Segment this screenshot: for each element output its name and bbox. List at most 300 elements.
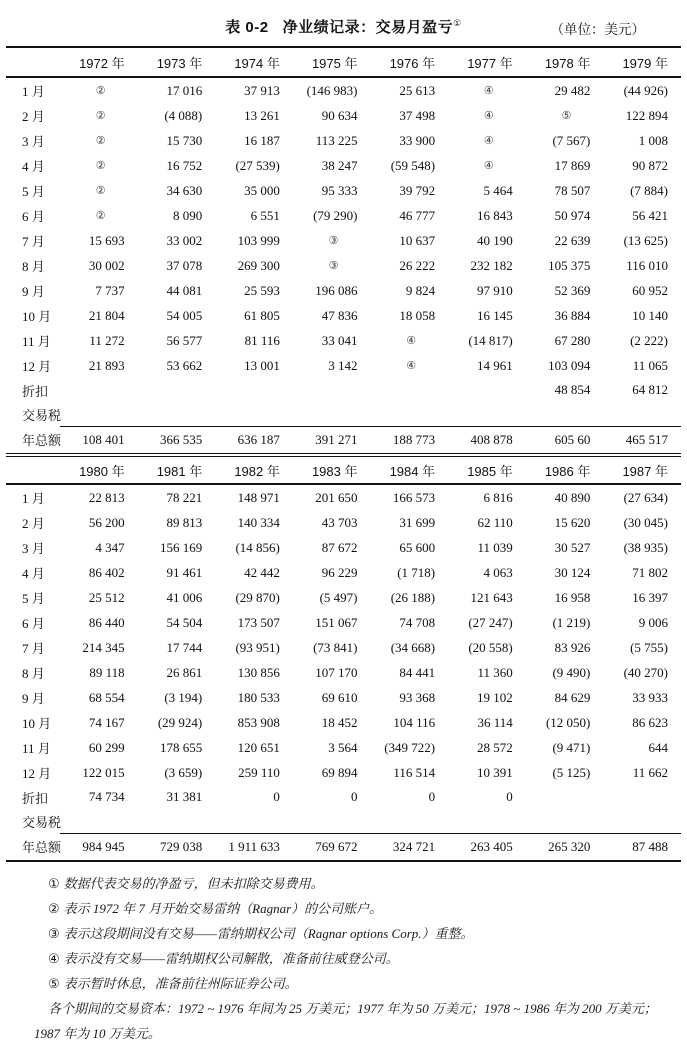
- value-cell: (30 045): [623, 514, 668, 530]
- value-cell: 89 118: [89, 664, 125, 680]
- value-cell: 178 655: [160, 739, 203, 755]
- value-cell: 122 894: [625, 107, 668, 123]
- value-cell: 87 488: [603, 834, 681, 862]
- value-cell: 4 347: [95, 539, 125, 555]
- footnote-text: 各个期间的交易资本：1972 ~ 1976 年间为 25 万美元；1977 年为 50 万美元；1978 ~ 1986 年为 200 万美元；1987 年为 10 万美元。: [34, 1001, 657, 1041]
- value-cell: [293, 402, 371, 427]
- value-cell: (73 841): [313, 639, 358, 655]
- table-row: [6, 785, 681, 809]
- value-cell: 93 368: [399, 689, 436, 705]
- value-cell: 10 391: [477, 764, 513, 780]
- value-cell: 232 182: [470, 257, 513, 273]
- value-cell: (7 567): [552, 132, 591, 148]
- value-cell: 21 804: [88, 307, 125, 323]
- table-row: [6, 178, 681, 203]
- value-cell: (7 884): [630, 182, 668, 198]
- value-cell: 30 527: [554, 539, 591, 555]
- table-row: [6, 535, 681, 560]
- table-row: [6, 610, 681, 635]
- year-header-cell: 1980 年: [60, 457, 138, 484]
- footnote-text: 表示没有交易——雷纳期权公司解散，准备前往威登公司。: [63, 951, 399, 966]
- value-cell: [448, 378, 526, 402]
- table-row: [6, 427, 681, 456]
- value-cell: 25 613: [399, 82, 436, 98]
- value-cell: (5 755): [630, 639, 668, 655]
- value-cell: (20 558): [468, 639, 513, 655]
- value-cell: 17 744: [166, 639, 203, 655]
- value-cell: 84 441: [399, 664, 436, 680]
- value-cell: 8 090: [173, 207, 203, 223]
- value-cell: 78 507: [554, 182, 591, 198]
- value-cell: (44 926): [623, 82, 668, 98]
- corner-cell: [6, 47, 60, 77]
- value-cell: 122 015: [82, 764, 125, 780]
- row-label: 4 月: [22, 566, 45, 581]
- value-cell: 33 041: [321, 332, 358, 348]
- table-row: [6, 278, 681, 303]
- footnote-reference-cell: ④: [483, 135, 494, 147]
- corner-cell: [6, 457, 60, 484]
- table-row: [6, 203, 681, 228]
- table-row: [6, 760, 681, 785]
- value-cell: (2 222): [630, 332, 668, 348]
- value-cell: 259 110: [238, 764, 280, 780]
- value-cell: [603, 402, 681, 427]
- footnote-reference-cell: ②: [95, 85, 106, 97]
- value-cell: 11 039: [477, 539, 513, 555]
- value-cell: 408 878: [448, 427, 526, 456]
- value-cell: 151 067: [315, 614, 358, 630]
- value-cell: 107 170: [315, 664, 358, 680]
- value-cell: 188 773: [371, 427, 449, 456]
- year-header-cell: 1976 年: [371, 47, 449, 77]
- value-cell: 21 893: [88, 357, 125, 373]
- value-cell: 120 651: [237, 739, 280, 755]
- row-label: 9 月: [22, 284, 45, 299]
- value-cell: 37 078: [166, 257, 203, 273]
- value-cell: 729 038: [138, 834, 216, 862]
- footnote-text: 表示 1972 年 7 月开始交易雷纳（Ragnar）的公司账户。: [63, 901, 383, 916]
- value-cell: 465 517: [603, 427, 681, 456]
- footnote: [34, 996, 671, 1046]
- footnote-reference-cell: ⑤: [561, 110, 572, 122]
- value-cell: 644: [648, 739, 668, 755]
- value-cell: 36 884: [554, 307, 591, 323]
- value-cell: 265 320: [526, 834, 604, 862]
- value-cell: 48 854: [554, 382, 591, 397]
- year-header-cell: 1981 年: [138, 457, 216, 484]
- table-number: 表 0-2: [225, 19, 269, 36]
- value-cell: 90 634: [321, 107, 358, 123]
- value-cell: 78 221: [166, 489, 203, 505]
- value-cell: [60, 809, 138, 834]
- table-row: [6, 834, 681, 862]
- table-body-1: [6, 77, 681, 455]
- value-cell: 54 005: [166, 307, 203, 323]
- value-cell: 18 452: [321, 714, 358, 730]
- row-label: 交易税: [22, 407, 62, 423]
- row-label: 11 月: [22, 741, 51, 756]
- value-cell: 71 802: [632, 564, 668, 580]
- value-cell: 636 187: [215, 427, 293, 456]
- value-cell: 6 816: [483, 489, 513, 505]
- table-row: [6, 510, 681, 535]
- value-cell: (1 219): [552, 614, 591, 630]
- value-cell: 34 630: [166, 182, 203, 198]
- value-cell: 46 777: [399, 207, 436, 223]
- row-label: 12 月: [22, 359, 52, 374]
- row-label: 11 月: [22, 334, 51, 349]
- value-cell: 50 974: [554, 207, 591, 223]
- footnote-text: 表示这段期间没有交易——雷纳期权公司（Ragnar options Corp.）重整。: [63, 926, 474, 941]
- value-cell: (13 625): [623, 232, 668, 248]
- row-label: 3 月: [22, 541, 45, 556]
- value-cell: 31 381: [166, 789, 203, 804]
- value-cell: [526, 402, 604, 427]
- year-header-row-1: [6, 47, 681, 77]
- footnote-reference-cell: ②: [95, 135, 106, 147]
- row-label: 折扣: [22, 790, 49, 806]
- value-cell: 7 737: [95, 282, 125, 298]
- row-label: 1 月: [22, 84, 45, 99]
- year-header-cell: 1972 年: [60, 47, 138, 77]
- value-cell: [215, 378, 293, 402]
- year-header-cell: 1974 年: [215, 47, 293, 77]
- row-label: 折扣: [22, 383, 49, 399]
- value-cell: 60 299: [88, 739, 125, 755]
- value-cell: 391 271: [293, 427, 371, 456]
- value-cell: 39 792: [399, 182, 436, 198]
- value-cell: 605 60: [526, 427, 604, 456]
- footnote-mark: ③: [48, 926, 60, 941]
- value-cell: [448, 402, 526, 427]
- value-cell: 42 442: [244, 564, 280, 580]
- value-cell: 180 533: [237, 689, 280, 705]
- year-header-cell: 1985 年: [448, 457, 526, 484]
- value-cell: 769 672: [293, 834, 371, 862]
- value-cell: 47 836: [321, 307, 358, 323]
- table-row: [6, 402, 681, 427]
- title-footnote-mark: ①: [453, 18, 462, 28]
- value-cell: 11 272: [89, 332, 125, 348]
- table-row: [6, 560, 681, 585]
- value-cell: 52 369: [554, 282, 591, 298]
- row-label: 10 月: [22, 716, 52, 731]
- value-cell: 16 145: [477, 307, 513, 323]
- value-cell: 196 086: [315, 282, 358, 298]
- value-cell: (27 539): [235, 157, 280, 173]
- value-cell: 30 124: [554, 564, 591, 580]
- value-cell: 263 405: [448, 834, 526, 862]
- value-cell: 984 945: [60, 834, 138, 862]
- footnote-text: 表示暂时休息，准备前往州际证券公司。: [63, 976, 298, 991]
- value-cell: 89 813: [166, 514, 203, 530]
- value-cell: 69 894: [321, 764, 358, 780]
- row-label: 7 月: [22, 234, 45, 249]
- value-cell: 366 535: [138, 427, 216, 456]
- value-cell: 36 114: [477, 714, 513, 730]
- year-header-cell: 1979 年: [603, 47, 681, 77]
- footnote: [34, 871, 671, 896]
- row-label: 8 月: [22, 666, 45, 681]
- value-cell: 0: [506, 789, 513, 804]
- value-cell: 3 142: [328, 357, 358, 373]
- value-cell: 30 002: [88, 257, 125, 273]
- value-cell: (9 471): [552, 739, 591, 755]
- value-cell: (26 188): [390, 589, 436, 605]
- value-cell: 74 734: [88, 789, 125, 804]
- table-title-text: 净业绩记录：交易月盈亏: [282, 19, 454, 36]
- value-cell: 116 514: [393, 764, 436, 780]
- value-cell: 103 094: [548, 357, 591, 373]
- value-cell: (5 125): [552, 764, 591, 780]
- row-label: 2 月: [22, 109, 45, 124]
- year-header-cell: 1977 年: [448, 47, 526, 77]
- value-cell: 26 861: [166, 664, 203, 680]
- value-cell: 68 554: [88, 689, 125, 705]
- value-cell: (3 194): [164, 689, 203, 705]
- value-cell: (27 634): [623, 489, 668, 505]
- table-row: [6, 128, 681, 153]
- value-cell: 86 623: [632, 714, 668, 730]
- value-cell: 56 200: [88, 514, 125, 530]
- value-cell: 37 498: [399, 107, 436, 123]
- year-header-cell: 1973 年: [138, 47, 216, 77]
- unit-label: （单位：美元）: [550, 22, 645, 37]
- table-row: [6, 735, 681, 760]
- value-cell: 74 167: [88, 714, 125, 730]
- value-cell: (14 856): [235, 539, 280, 555]
- value-cell: 96 229: [321, 564, 358, 580]
- value-cell: 22 813: [88, 489, 125, 505]
- value-cell: 9 824: [405, 282, 436, 298]
- value-cell: 83 926: [554, 639, 591, 655]
- value-cell: 67 280: [554, 332, 591, 348]
- year-header-cell: 1984 年: [371, 457, 449, 484]
- footnote-reference-cell: ②: [95, 110, 106, 122]
- footnote-reference-cell: ④: [483, 160, 494, 172]
- row-label: 10 月: [22, 309, 52, 324]
- value-cell: [448, 809, 526, 834]
- value-cell: (29 870): [235, 589, 280, 605]
- value-cell: [138, 378, 216, 402]
- row-label: 年总额: [6, 834, 60, 862]
- value-cell: [371, 378, 449, 402]
- value-cell: 33 900: [399, 132, 436, 148]
- value-cell: 44 081: [166, 282, 203, 298]
- value-cell: 116 010: [626, 257, 668, 273]
- footnote-reference-cell: ②: [95, 210, 106, 222]
- row-label: 8 月: [22, 259, 45, 274]
- year-header-cell: 1975 年: [293, 47, 371, 77]
- value-cell: (1 718): [397, 564, 436, 580]
- value-cell: [293, 378, 371, 402]
- value-cell: [371, 809, 449, 834]
- year-header-row-2: [6, 457, 681, 484]
- footnote: [34, 896, 671, 921]
- value-cell: (14 817): [468, 332, 513, 348]
- footnote-reference-cell: ④: [406, 335, 417, 347]
- value-cell: 214 345: [82, 639, 125, 655]
- row-label: 9 月: [22, 691, 45, 706]
- value-cell: 31 699: [399, 514, 436, 530]
- row-label: 3 月: [22, 134, 45, 149]
- value-cell: 25 512: [88, 589, 125, 605]
- value-cell: 10 637: [399, 232, 436, 248]
- footnote-mark: ②: [48, 901, 60, 916]
- row-label: 交易税: [22, 814, 62, 830]
- table-title-bar: [6, 10, 681, 46]
- value-cell: 11 662: [632, 764, 668, 780]
- value-cell: 14 961: [477, 357, 513, 373]
- value-cell: 853 908: [237, 714, 280, 730]
- year-header-cell: 1982 年: [215, 457, 293, 484]
- value-cell: (146 983): [306, 82, 358, 98]
- value-cell: 15 620: [554, 514, 591, 530]
- row-label: 年总额: [6, 427, 60, 456]
- value-cell: 6 551: [250, 207, 280, 223]
- performance-table-1980-1987: [6, 457, 681, 862]
- table-row: [6, 153, 681, 178]
- value-cell: [526, 809, 604, 834]
- value-cell: 16 843: [477, 207, 513, 223]
- value-cell: 121 643: [470, 589, 513, 605]
- year-header-row: [6, 457, 681, 484]
- table-row: [6, 710, 681, 735]
- value-cell: 16 397: [632, 589, 668, 605]
- value-cell: 33 002: [166, 232, 203, 248]
- value-cell: 105 375: [548, 257, 591, 273]
- value-cell: 0: [428, 789, 436, 804]
- footnote: [34, 921, 671, 946]
- value-cell: 41 006: [166, 589, 203, 605]
- value-cell: 38 247: [321, 157, 358, 173]
- value-cell: 324 721: [371, 834, 449, 862]
- value-cell: 60 952: [632, 282, 668, 298]
- footnote-mark: ①: [48, 876, 60, 891]
- value-cell: 17 869: [554, 157, 591, 173]
- value-cell: 91 461: [166, 564, 203, 580]
- value-cell: 1 008: [638, 132, 668, 148]
- row-label: 4 月: [22, 159, 45, 174]
- value-cell: 64 812: [632, 382, 668, 397]
- value-cell: 166 573: [392, 489, 436, 505]
- value-cell: 108 401: [60, 427, 138, 456]
- table-row: [6, 809, 681, 834]
- footnote-reference-cell: ②: [95, 185, 106, 197]
- table-row: [6, 685, 681, 710]
- value-cell: [138, 402, 216, 427]
- value-cell: 84 629: [554, 689, 591, 705]
- value-cell: 5 464: [483, 182, 513, 198]
- table-row: [6, 103, 681, 128]
- value-cell: (93 951): [235, 639, 280, 655]
- value-cell: 13 001: [244, 357, 280, 373]
- performance-table-1972-1979: [6, 46, 681, 457]
- value-cell: 90 872: [632, 157, 668, 173]
- table-row: [6, 228, 681, 253]
- value-cell: 4 063: [483, 564, 513, 580]
- footnote-reference-cell: ③: [328, 235, 339, 247]
- table-row: [6, 660, 681, 685]
- footnote: [34, 946, 671, 971]
- footnote-mark: ④: [48, 951, 60, 966]
- value-cell: 16 958: [554, 589, 591, 605]
- value-cell: 173 507: [237, 614, 280, 630]
- row-label: 2 月: [22, 516, 45, 531]
- row-label: 12 月: [22, 766, 52, 781]
- value-cell: 103 999: [237, 232, 280, 248]
- table-row: [6, 253, 681, 278]
- value-cell: 0: [351, 789, 358, 804]
- table-row: [6, 585, 681, 610]
- row-label: 5 月: [22, 591, 45, 606]
- value-cell: [215, 809, 293, 834]
- value-cell: 19 102: [477, 689, 513, 705]
- value-cell: (5 497): [319, 589, 358, 605]
- value-cell: 11 360: [477, 664, 513, 680]
- value-cell: 104 116: [393, 714, 436, 730]
- value-cell: [60, 378, 138, 402]
- row-label: 6 月: [22, 209, 45, 224]
- year-header-cell: 1978 年: [526, 47, 604, 77]
- table-row: [6, 328, 681, 353]
- footnote-reference-cell: ④: [406, 360, 417, 372]
- footnote-mark: ⑤: [48, 976, 60, 991]
- footnote: [34, 971, 671, 996]
- value-cell: 35 000: [244, 182, 280, 198]
- value-cell: 18 058: [399, 307, 436, 323]
- value-cell: 0: [273, 789, 280, 804]
- value-cell: 26 222: [399, 257, 436, 273]
- value-cell: 53 662: [166, 357, 203, 373]
- value-cell: [603, 785, 681, 809]
- table-row: [6, 484, 681, 510]
- table-body-2: [6, 484, 681, 861]
- footnote-reference-cell: ④: [483, 110, 494, 122]
- value-cell: (12 050): [545, 714, 591, 730]
- value-cell: 40 890: [554, 489, 591, 505]
- year-header-cell: 1987 年: [603, 457, 681, 484]
- footnote-reference-cell: ②: [95, 160, 106, 172]
- value-cell: 87 672: [321, 539, 358, 555]
- value-cell: 17 016: [166, 82, 203, 98]
- year-header-cell: 1983 年: [293, 457, 371, 484]
- value-cell: 11 065: [632, 357, 668, 373]
- value-cell: 86 440: [88, 614, 125, 630]
- value-cell: (40 270): [623, 664, 668, 680]
- value-cell: (79 290): [313, 207, 358, 223]
- value-cell: (27 247): [468, 614, 513, 630]
- row-label: 5 月: [22, 184, 45, 199]
- value-cell: 33 933: [632, 689, 668, 705]
- value-cell: 43 703: [321, 514, 358, 530]
- value-cell: 95 333: [321, 182, 358, 198]
- footnote-reference-cell: ③: [328, 260, 339, 272]
- table-row: [6, 635, 681, 660]
- value-cell: (4 088): [164, 107, 203, 123]
- table-row: [6, 378, 681, 402]
- value-cell: 16 187: [244, 132, 280, 148]
- value-cell: 148 971: [237, 489, 280, 505]
- value-cell: 156 169: [160, 539, 203, 555]
- value-cell: 201 650: [315, 489, 358, 505]
- value-cell: 130 856: [237, 664, 280, 680]
- value-cell: [60, 402, 138, 427]
- value-cell: [371, 402, 449, 427]
- value-cell: 97 910: [477, 282, 513, 298]
- footnotes-block: [6, 871, 681, 1046]
